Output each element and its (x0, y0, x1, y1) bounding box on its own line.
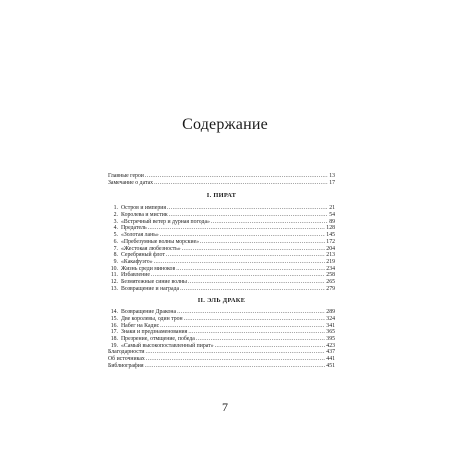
entry-page-number: 204 (326, 245, 335, 252)
dot-leader (151, 272, 325, 279)
entry-title: Серебряный флот (121, 252, 165, 259)
dot-leader (188, 279, 325, 286)
entry-title: Благодарности (108, 349, 145, 356)
entry-page-number: 213 (326, 252, 335, 259)
dot-leader (148, 225, 326, 232)
dot-leader (167, 205, 328, 212)
entry-page-number: 21 (329, 205, 335, 212)
chapter-number: 5. (113, 232, 118, 239)
chapter-number: 11. (110, 272, 118, 279)
chapter-number: 15. (110, 316, 118, 322)
entry-title: Жизнь среди миноков (121, 265, 176, 272)
chapter-number: 14. (110, 309, 118, 316)
entry-title: «Встречный ветер и дурная погода» (121, 218, 210, 225)
entry-page-number: 258 (326, 272, 335, 279)
toc-entry (108, 212, 335, 219)
dot-leader (145, 349, 325, 356)
chapter-number: 2. (113, 212, 118, 219)
entry-title: Знаки и предзнаменования (121, 329, 188, 336)
chapter-number: 1. (113, 205, 118, 212)
chapter-number: 6. (113, 238, 118, 245)
toc-entry (108, 225, 335, 232)
entry-page-number: 89 (329, 218, 335, 225)
toc-entry (108, 363, 335, 370)
entry-title: Главные герои (108, 173, 144, 179)
entry-page-number: 324 (326, 316, 335, 322)
entry-title: Возвращение Дракона (121, 309, 177, 316)
dot-leader (145, 363, 326, 370)
chapter-number: 16. (110, 322, 118, 329)
entry-page-number: 128 (326, 225, 335, 232)
entry-title: Королева и мистик (121, 212, 168, 219)
toc-entry (108, 232, 335, 239)
entry-title: Избавление (121, 272, 150, 279)
page-title: Содержание (182, 116, 268, 133)
toc-entry (108, 323, 335, 330)
entry-title: Об источниках (108, 356, 145, 363)
entry-title: «Жестокая любезность» (121, 245, 181, 252)
chapter-number: 18. (110, 336, 118, 343)
dot-leader (188, 329, 325, 336)
part-2-chapter-list (108, 309, 335, 349)
dot-leader (182, 246, 326, 253)
dot-leader (215, 343, 326, 350)
toc-entry (108, 219, 335, 226)
toc-entry (108, 309, 335, 316)
dot-leader (146, 356, 326, 363)
entry-page-number: 395 (326, 336, 335, 343)
page-number: 7 (222, 400, 228, 414)
entry-title: «Какафуэго» (121, 258, 153, 265)
dot-leader (145, 173, 328, 180)
entry-title: «Самый высокопоставленный пират» (121, 342, 214, 349)
entry-page-number: 17 (329, 179, 335, 186)
chapter-number: 7. (113, 245, 118, 252)
toc-entry (108, 173, 335, 180)
dot-leader (211, 219, 328, 226)
dot-leader (184, 316, 326, 323)
toc-entry (108, 336, 335, 343)
toc-entry (108, 272, 335, 279)
dot-leader (166, 252, 325, 259)
chapter-number: 8. (113, 252, 118, 259)
toc-entry (108, 316, 335, 323)
dot-leader (200, 239, 325, 246)
entry-page-number: 365 (326, 329, 335, 336)
entry-title: Предатель (121, 225, 147, 232)
dot-leader (154, 259, 326, 266)
dot-leader (169, 212, 329, 219)
entry-page-number: 234 (326, 265, 335, 272)
entry-page-number: 145 (326, 232, 335, 239)
table-of-contents (108, 173, 335, 370)
entry-title: Библиография (108, 362, 144, 369)
entry-title: Безмятежные синие волны (121, 278, 187, 285)
part-heading-1: I. ПИРАТ (206, 192, 237, 200)
chapter-number: 4. (113, 225, 118, 232)
entry-title: «Пребезумные волны морские» (121, 238, 200, 245)
toc-entry (108, 180, 335, 187)
dot-leader (160, 232, 326, 239)
entry-title: Остров и империя (121, 205, 167, 212)
toc-entry (108, 205, 335, 212)
entry-title: Набег на Кадис (121, 322, 160, 329)
dot-leader (180, 286, 325, 293)
toc-entry (108, 286, 335, 293)
entry-title: Возвращение и награда (121, 285, 180, 292)
chapter-number: 12. (110, 278, 118, 285)
entry-page-number: 451 (326, 362, 335, 369)
dot-leader (160, 323, 325, 330)
entry-page-number: 437 (326, 349, 335, 356)
front-matter-list (108, 173, 335, 186)
toc-entry (108, 356, 335, 363)
entry-page-number: 441 (326, 356, 335, 363)
entry-page-number: 172 (326, 238, 335, 245)
entry-page-number: 423 (326, 342, 335, 349)
entry-page-number: 265 (326, 278, 335, 285)
toc-entry (108, 252, 335, 259)
chapter-number: 13. (110, 285, 118, 292)
entry-page-number: 54 (329, 212, 335, 219)
entry-title: Две королевы, один трон (121, 316, 183, 322)
dot-leader (176, 266, 325, 273)
entry-page-number: 289 (326, 309, 335, 316)
entry-title: Замечание о датах (108, 179, 154, 186)
entry-page-number: 279 (326, 285, 335, 292)
entry-page-number: 341 (326, 322, 335, 329)
entry-title: Презрение, отмщение, победа (121, 336, 195, 343)
entry-title: «Золотая лань» (121, 232, 159, 239)
part-1-chapter-list (108, 205, 335, 292)
chapter-number: 19. (110, 342, 118, 349)
chapter-number: 3. (113, 218, 118, 225)
toc-entry (108, 279, 335, 286)
chapter-number: 9. (113, 258, 118, 265)
dot-leader (177, 309, 325, 316)
entry-page-number: 219 (326, 258, 335, 265)
back-matter-list (108, 349, 335, 369)
toc-entry (108, 239, 335, 246)
chapter-number: 10. (110, 265, 118, 272)
chapter-number: 17. (110, 329, 118, 336)
part-heading-2: II. ЭЛЬ ДРАКЕ (197, 297, 246, 305)
toc-entry (108, 259, 335, 266)
dot-leader (196, 336, 326, 343)
dot-leader (154, 180, 328, 187)
entry-page-number: 13 (329, 173, 335, 179)
toc-entry (108, 343, 335, 350)
